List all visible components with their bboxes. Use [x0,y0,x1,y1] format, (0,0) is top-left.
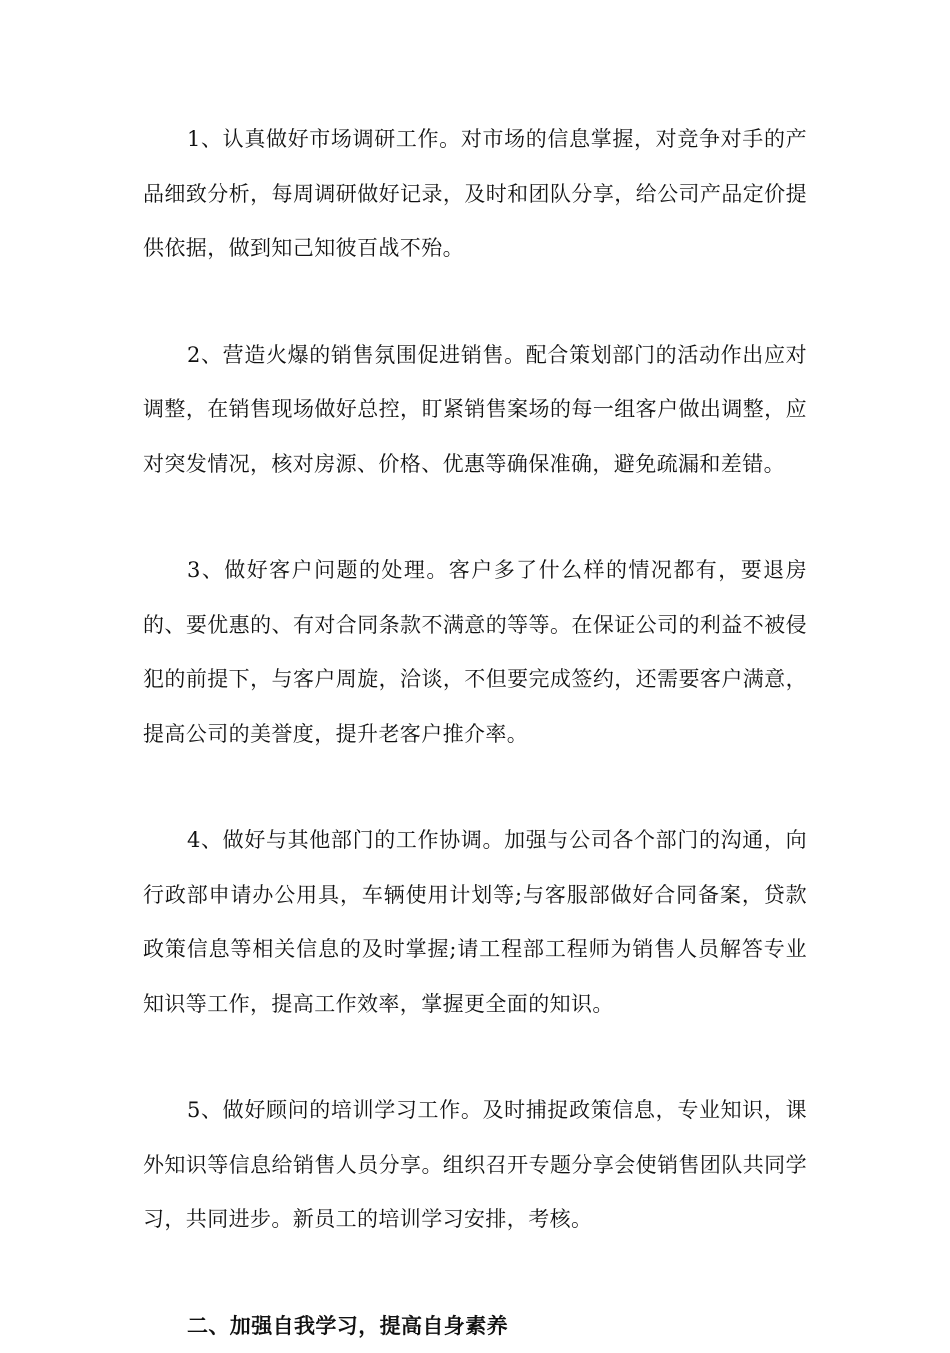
paragraph-customer-issues: 3、做好客户问题的处理。客户多了什么样的情况都有，要退房的、要优惠的、有对合同条款不满意的等等。在保证公司的利益不被侵犯的前提下，与客户周旋，洽谈，不但要完成签约，还需要客户满意，提高公司的美誉度，提升老客户推介率。 [143,543,807,761]
document-body [143,112,807,1353]
paragraph-training: 5、做好顾问的培训学习工作。及时捕捉政策信息，专业知识，课外知识等信息给销售人员分享。组织召开专题分享会使销售团队共同学习，共同进步。新员工的培训学习安排，考核。 [143,1083,807,1247]
paragraph-department-coordination: 4、做好与其他部门的工作协调。加强与公司各个部门的沟通，向行政部申请办公用具，车辆使用计划等;与客服部做好合同备案，贷款政策信息等相关信息的及时掌握;请工程部工程师为销售人员解答专业知识等工作，提高工作效率，掌握更全面的知识。 [143,813,807,1031]
paragraph-sales-atmosphere: 2、营造火爆的销售氛围促进销售。配合策划部门的活动作出应对调整，在销售现场做好总控，盯紧销售案场的每一组客户做出调整，应对突发情况，核对房源、价格、优惠等确保准确，避免疏漏和差错。 [143,328,807,492]
section-heading: 二、加强自我学习，提高自身素养 [143,1299,807,1353]
paragraph-market-research: 1、认真做好市场调研工作。对市场的信息掌握，对竞争对手的产品细致分析，每周调研做好记录，及时和团队分享，给公司产品定价提供依据，做到知己知彼百战不殆。 [143,112,807,276]
